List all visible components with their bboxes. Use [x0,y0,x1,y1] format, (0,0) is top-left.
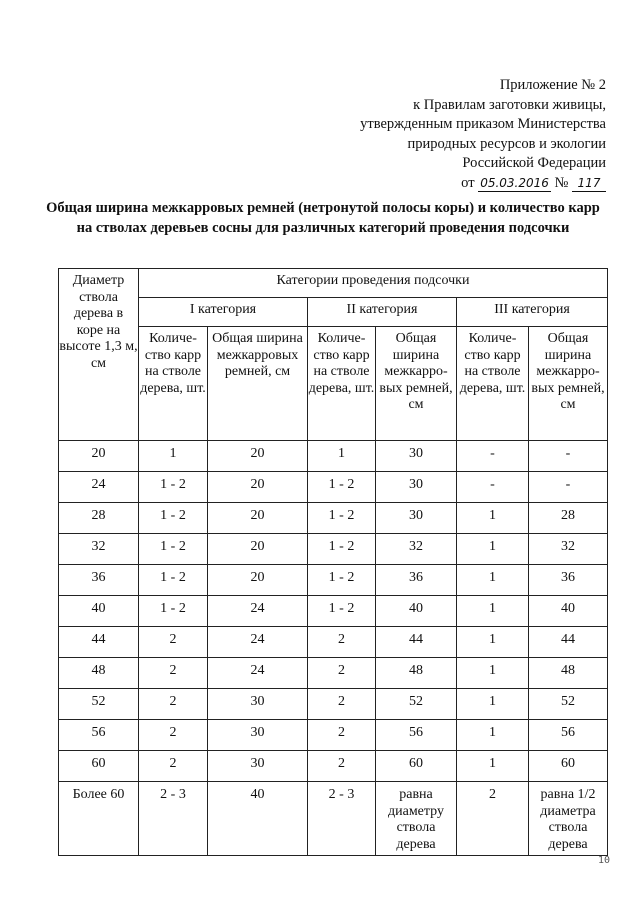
table-cell: 30 [208,751,308,782]
table-cell: 2 [139,689,208,720]
table-body [59,441,608,856]
table-cell: 1 [457,596,529,627]
table-cell: 32 [529,534,608,565]
table-cell: 30 [208,689,308,720]
table-cell: 2 - 3 [139,782,208,856]
annex-header [360,76,606,193]
table-cell: 48 [529,658,608,689]
annex-line: Приложение № 2 [499,77,606,93]
table-cell: 48 [376,658,457,689]
table-cell: 1 - 2 [308,534,376,565]
table-cell: 30 [376,503,457,534]
column-subheader: Количе-ство карр на стволе дерева, шт. [308,327,376,441]
table-row [59,565,608,596]
table-cell: 1 - 2 [308,565,376,596]
annex-order-line [360,174,606,194]
tapping-table [58,268,608,856]
table-cell: 60 [376,751,457,782]
table-cell: 28 [529,503,608,534]
annex-line: природных ресурсов и экологии [407,135,606,152]
table-cell: равна 1/2 диаметра ствола дерева [529,782,608,856]
category-header: I категория [139,298,308,327]
table-cell: 1 - 2 [139,472,208,503]
table-cell: 40 [529,596,608,627]
table-row [59,782,608,856]
categories-header: Категории проведения подсочки [139,269,608,298]
diameter-cell: 20 [59,441,139,472]
table-row [59,658,608,689]
table-cell: 1 - 2 [139,565,208,596]
diameter-cell: 36 [59,565,139,596]
diameter-cell: 24 [59,472,139,503]
table-row [59,596,608,627]
table-cell: 56 [529,720,608,751]
table-cell: 40 [208,782,308,856]
table-cell: 32 [376,534,457,565]
column-subheader: Общая ширина межкарро-вых ремней, см [376,327,457,441]
column-subheader: Общая ширина межкарро-вых ремней, см [529,327,608,441]
table-cell: 24 [208,658,308,689]
table-cell: 1 [457,689,529,720]
diameter-cell: 48 [59,658,139,689]
table-row [59,534,608,565]
table-cell: 36 [376,565,457,596]
table-cell: 2 [308,627,376,658]
table-cell: 24 [208,627,308,658]
handwritten-date: 05.03.2016 [480,175,549,190]
table-cell: 20 [208,441,308,472]
table-cell: 20 [208,534,308,565]
table-cell: 2 [139,627,208,658]
table-cell: 52 [376,689,457,720]
table-cell: 44 [376,627,457,658]
table-cell: 1 [457,720,529,751]
table-cell: 2 [139,720,208,751]
column-subheader: Количе-ство карр на стволе дерева, шт. [457,327,529,441]
table-cell: - [529,441,608,472]
table-cell: 1 - 2 [308,503,376,534]
table-cell: 2 [308,751,376,782]
handwritten-order-number: 117 [572,176,606,192]
table-cell: 20 [208,472,308,503]
table-cell: 2 [308,658,376,689]
table-row [59,441,608,472]
table-cell: 2 [139,751,208,782]
table-cell: 52 [529,689,608,720]
table-cell: 1 [457,565,529,596]
diameter-cell: 32 [59,534,139,565]
table-cell: 1 [457,627,529,658]
table-cell: 40 [376,596,457,627]
document-title: Общая ширина межкарровых ремней (нетронутой полосы коры) и количество карр на стволах деревьев сосны для различных категорий проведения подсочки [46,200,600,236]
table-cell: 1 - 2 [308,596,376,627]
table-row [59,472,608,503]
table-row [59,689,608,720]
diameter-header: Диаметр ствола дерева в коре на высоте 1,3 м, см [59,269,139,441]
table-cell: 60 [529,751,608,782]
table-cell: 1 [457,534,529,565]
diameter-cell: 52 [59,689,139,720]
annex-line: Российской Федерации [462,155,606,171]
table-cell: 1 [308,441,376,472]
table-cell: 20 [208,503,308,534]
diameter-cell: 44 [59,627,139,658]
column-subheader: Общая ширина межкарровых ремней, см [208,327,308,441]
table-cell: 1 - 2 [308,472,376,503]
annex-line: к Правилам заготовки живицы, [413,96,606,113]
diameter-cell: 56 [59,720,139,751]
page-number: 10 [597,855,610,866]
table-cell: 2 [308,689,376,720]
table-row [59,751,608,782]
table-cell: 2 [457,782,529,856]
diameter-cell: Более 60 [59,782,139,856]
diameter-cell: 40 [59,596,139,627]
column-subheader: Количе-ство карр на стволе дерева, шт. [139,327,208,441]
table-cell: 2 - 3 [308,782,376,856]
table-cell: равна диаметру ствола дерева [376,782,457,856]
table-cell: 2 [139,658,208,689]
diameter-cell: 60 [59,751,139,782]
from-prefix: от [461,174,475,191]
table-cell: 36 [529,565,608,596]
table-row [59,720,608,751]
table-row [59,503,608,534]
diameter-cell: 28 [59,503,139,534]
table-cell: 1 [457,503,529,534]
table-cell: 2 [308,720,376,751]
table-cell: 24 [208,596,308,627]
table-cell: 1 - 2 [139,596,208,627]
table-cell: - [457,472,529,503]
table-cell: 20 [208,565,308,596]
table-cell: - [529,472,608,503]
category-header: III категория [457,298,608,327]
table-cell: - [457,441,529,472]
table-cell: 1 - 2 [139,534,208,565]
table-cell: 1 [457,751,529,782]
table-cell: 56 [376,720,457,751]
table-row [59,627,608,658]
table-cell: 30 [208,720,308,751]
table-cell: 1 [139,441,208,472]
annex-line: утвержденным приказом Министерства [360,116,606,132]
table-cell: 30 [376,441,457,472]
category-header: II категория [308,298,457,327]
table-cell: 30 [376,472,457,503]
table-cell: 1 - 2 [139,503,208,534]
table-cell: 1 [457,658,529,689]
number-prefix: № [554,174,569,191]
table-cell: 44 [529,627,608,658]
